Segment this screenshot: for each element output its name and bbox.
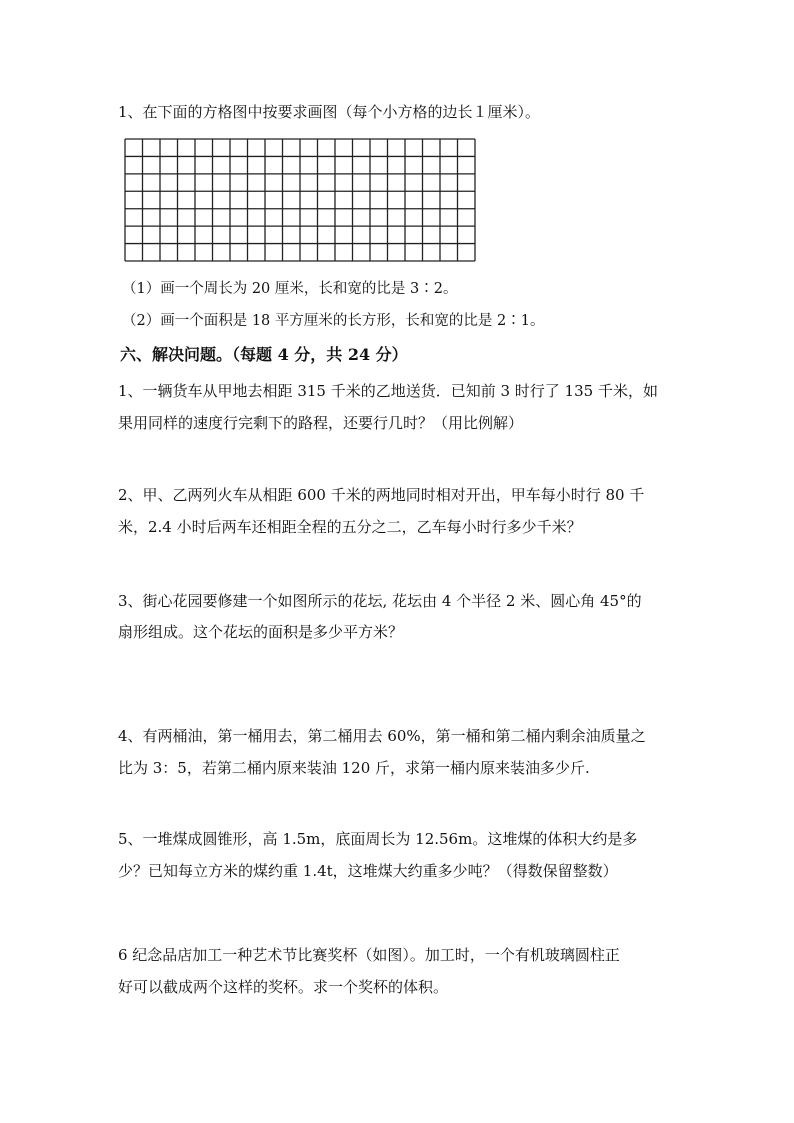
problem-4-line-1: 4、有两桶油，第一桶用去，第二桶用去 60%，第一桶和第二桶内剩余油质量之 bbox=[118, 727, 646, 745]
problem-2-line-2: 米，2.4 小时后两车还相距全程的五分之二，乙车每小时行多少千米？ bbox=[118, 518, 582, 536]
problem-6-line-2: 好可以截成两个这样的奖杯。求一个奖杯的体积。 bbox=[118, 978, 449, 996]
task1-requirement-1: （1）画一个周长为 20 厘米，长和宽的比是 3∶2。 bbox=[122, 281, 458, 297]
problem-1-line-1: 1、一辆货车从甲地去相距 315 千米的乙地送货．已知前 3 时行了 135 千米，如 bbox=[118, 382, 658, 400]
problem-1-line-2: 果用同样的速度行完剩下的路程，还要行几时？（用比例解） bbox=[118, 414, 524, 432]
problem-4-line-2: 比为 3：5，若第二桶内原来装油 120 斤，求第一桶内原来装油多少斤. bbox=[118, 759, 590, 777]
problem-2-line-1: 2、甲、乙两列火车从相距 600 千米的两地同时相对开出，甲车每小时行 80 千 bbox=[118, 486, 645, 504]
square-grid bbox=[124, 138, 476, 262]
section-heading: 六、解决问题。（每题 4 分，共 24 分） bbox=[120, 345, 408, 364]
task1-title: 1、在下面的方格图中按要求画图（每个小方格的边长１厘米）。 bbox=[118, 103, 541, 121]
problem-5-line-1: 5、一堆煤成圆锥形，高 1.5m，底面周长为 12.56m。这堆煤的体积大约是多 bbox=[118, 830, 638, 848]
task1-requirement-2: （2）画一个面积是 18 平方厘米的长方形，长和宽的比是 2∶1。 bbox=[122, 313, 545, 329]
problem-5-line-2: 少？已知每立方米的煤约重 1.4t，这堆煤大约重多少吨？（得数保留整数） bbox=[118, 862, 618, 880]
problem-3-line-1: 3、街心花园要修建一个如图所示的花坛, 花坛由 4 个半径 2 米、圆心角 45°的 bbox=[118, 592, 642, 610]
problem-3-line-2: 扇形组成。这个花坛的面积是多少平方米？ bbox=[118, 623, 404, 641]
problem-6-line-1: 6 纪念品店加工一种艺术节比赛奖杯（如图）。加工时，一个有机玻璃圆柱正 bbox=[118, 946, 620, 964]
